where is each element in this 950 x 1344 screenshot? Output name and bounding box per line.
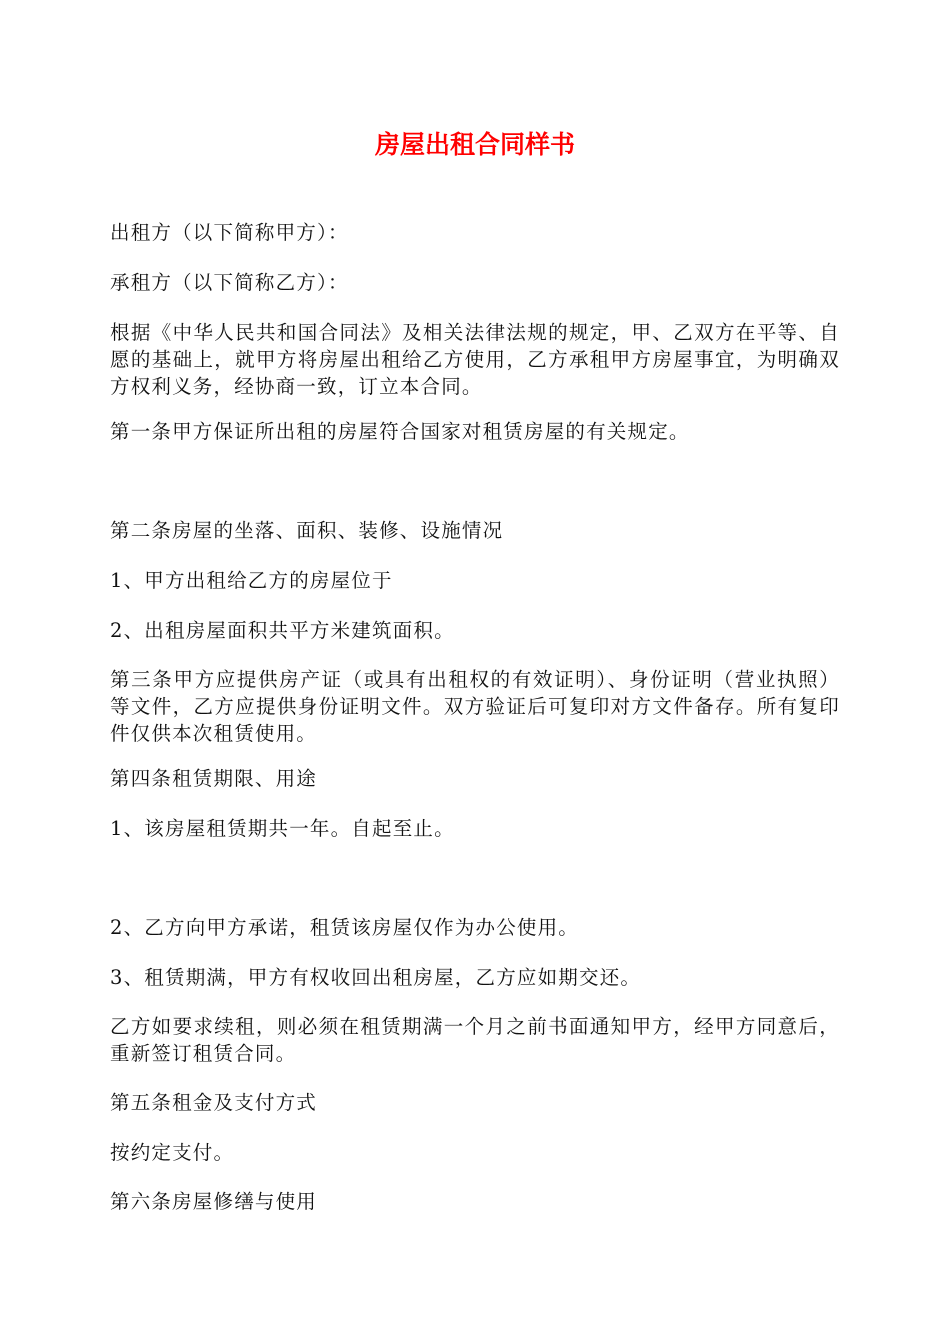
- article-2-heading: 第二条房屋的坐落、面积、装修、设施情况: [110, 519, 504, 542]
- article-5-heading: 第五条租金及支付方式: [110, 1091, 318, 1114]
- article-1: 第一条甲方保证所出租的房屋符合国家对租赁房屋的有关规定。: [110, 420, 690, 443]
- article-4-item-1: 1、该房屋租赁期共一年。自起至止。: [110, 817, 455, 840]
- article-6-heading: 第六条房屋修缮与使用: [110, 1190, 318, 1213]
- payment-line: 按约定支付。: [110, 1141, 235, 1164]
- lessor-line: 出租方（以下简称甲方）：: [110, 221, 349, 244]
- article-4-heading: 第四条租赁期限、用途: [110, 767, 318, 790]
- article-3: 第三条甲方应提供房产证（或具有出租权的有效证明）、身份证明（营业执照）等文件，乙方应提供身份证明文件。双方验证后可复印对方文件备存。所有复印件仅供本次租赁使用。: [110, 668, 840, 745]
- lessee-line: 承租方（以下简称乙方）：: [110, 271, 349, 294]
- article-4-item-2: 2、乙方向甲方承诺，租赁该房屋仅作为办公使用。: [110, 916, 580, 939]
- preamble-paragraph: 根据《中华人民共和国合同法》及相关法律法规的规定，甲、乙双方在平等、自愿的基础上，就甲方将房屋出租给乙方使用，乙方承租甲方房屋事宜，为明确双方权利义务，经协商一致，订立本合同。: [110, 321, 840, 398]
- article-2-item-2: 2、出租房屋面积共平方米建筑面积。: [110, 619, 455, 642]
- article-2-item-1: 1、甲方出租给乙方的房屋位于: [110, 569, 393, 592]
- renewal-paragraph: 乙方如要求续租，则必须在租赁期满一个月之前书面通知甲方，经甲方同意后，重新签订租赁合同。: [110, 1015, 840, 1065]
- article-4-item-3: 3、租赁期满，甲方有权收回出租房屋，乙方应如期交还。: [110, 966, 642, 989]
- document-title: 房屋出租合同样书: [374, 130, 575, 159]
